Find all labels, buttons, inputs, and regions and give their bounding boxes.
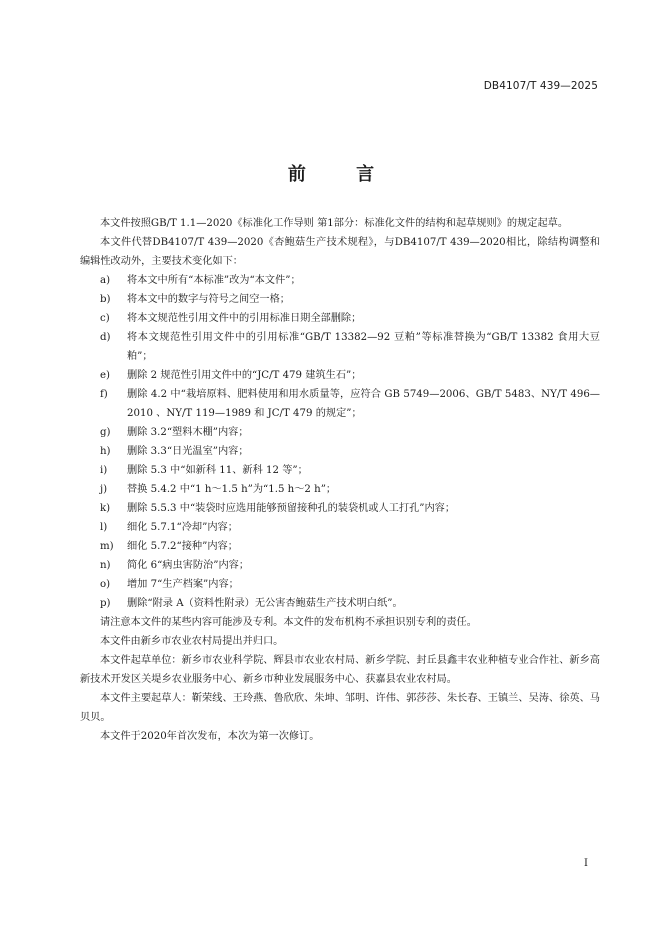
list-marker: e) [100,370,111,381]
list-item [80,594,600,613]
list-item [80,442,600,461]
list-item [80,385,600,423]
list-marker: c) [100,313,110,324]
list-marker: p) [100,598,111,609]
page-title: 前 言 [287,164,397,185]
list-item-text: 将本文中的数字与符号之间空一格； [127,294,290,305]
list-item [80,480,600,499]
list-item-text: 删除“附录 A（资料性附录）无公害杏鲍菇生产技术明白纸”。 [127,598,403,609]
list-item [80,309,600,328]
list-item-text: 细化 5.7.2“接种”内容； [127,541,238,552]
list-marker: g) [100,427,111,438]
list-item [80,328,600,366]
paragraph: 请注意本文件的某些内容可能涉及专利。本文件的发布机构不承担识别专利的责任。 [100,617,477,628]
list-marker: k) [100,503,111,514]
list-item-text: 简化 6“病虫害防治”内容； [127,560,250,571]
list-item-text: 增加 7“生产档案”内容； [127,579,239,590]
paragraph: 本文件主要起草人：靳荣线、王玲燕、鲁欣欣、朱坤、邹明、许伟、郭莎莎、朱长春、王镇兰、吴涛、徐英、马贝贝。 [80,693,600,723]
list-item-text: 删除 3.2“塑料木棚”内容； [127,427,249,438]
list-marker: l) [100,522,108,533]
list-item [80,290,600,309]
list-item-text: 删除 5.5.3 中“装袋时应选用能够预留接种孔的装袋机或人工打孔”内容； [127,503,456,514]
document-code: DB4107/T 439—2025 [483,80,598,92]
paragraph: 本文件按照GB/T 1.1—2020《标准化工作导则 第1部分：标准化文件的结构和起草规则》的规定起草。 [100,218,569,229]
list-item [80,518,600,537]
list-item [80,499,600,518]
list-item-text: 将本文规范性引用文件中的引用标准日期全部删除； [127,313,362,324]
list-item [80,556,600,575]
list-item-text: 替换 5.4.2 中“1 h～1.5 h”为“1.5 h～2 h”； [127,484,337,495]
list-item-text: 将本文规范性引用文件中的引用标准“GB/T 13382—92 豆粕”等标准替换为“GB/T 13382 食用大豆粕”； [127,332,600,362]
list-marker: i) [100,465,108,476]
paragraph: 本文件于2020年首次发布，本次为第一次修订。 [100,731,320,742]
page-number: I [584,858,588,869]
list-item-text: 细化 5.7.1“冷却”内容； [127,522,238,533]
list-item [80,537,600,556]
list-marker: d) [100,332,111,343]
list-item [80,461,600,480]
list-marker: m) [100,541,114,552]
list-item-text: 删除 4.2 中“栽培原料、肥料使用和用水质量等，应符合 GB 5749—2006、GB/T 5483、NY/T 496—2010 、NY/T 119—1989 和 JC/T 479 的规定”； [127,389,600,419]
list-marker: f) [100,389,108,400]
list-item-text: 删除 5.3 中“如新科 11、新科 12 等”； [127,465,308,476]
list-item-text: 删除 3.3“日光温室”内容； [127,446,249,457]
list-item [80,423,600,442]
list-marker: n) [100,560,111,571]
foreword-body [80,214,600,746]
changes-list [80,271,600,613]
list-marker: a) [100,275,111,286]
list-marker: h) [100,446,111,457]
list-item [80,366,600,385]
list-item [80,575,600,594]
list-item-text: 删除 2 规范性引用文件中的“JC/T 479 建筑生石”； [127,370,362,381]
list-marker: o) [100,579,111,590]
list-marker: b) [100,294,111,305]
paragraph: 本文件由新乡市农业农村局提出并归口。 [100,636,284,647]
list-item-text: 将本文中所有“本标准”改为“本文件”； [127,275,301,286]
list-item [80,271,600,290]
paragraph: 本文件起草单位：新乡市农业科学院、辉县市农业农村局、新乡学院、封丘县鑫丰农业种植专业合作社、新乡高新技术开发区关堤乡农业服务中心、新乡市种业发展服务中心、获嘉县农业农村局。 [80,655,600,685]
list-marker: j) [100,484,108,495]
paragraph: 本文件代替DB4107/T 439—2020《杏鲍菇生产技术规程》，与DB4107/T 439—2020相比，除结构调整和编辑性改动外，主要技术变化如下： [80,237,600,267]
